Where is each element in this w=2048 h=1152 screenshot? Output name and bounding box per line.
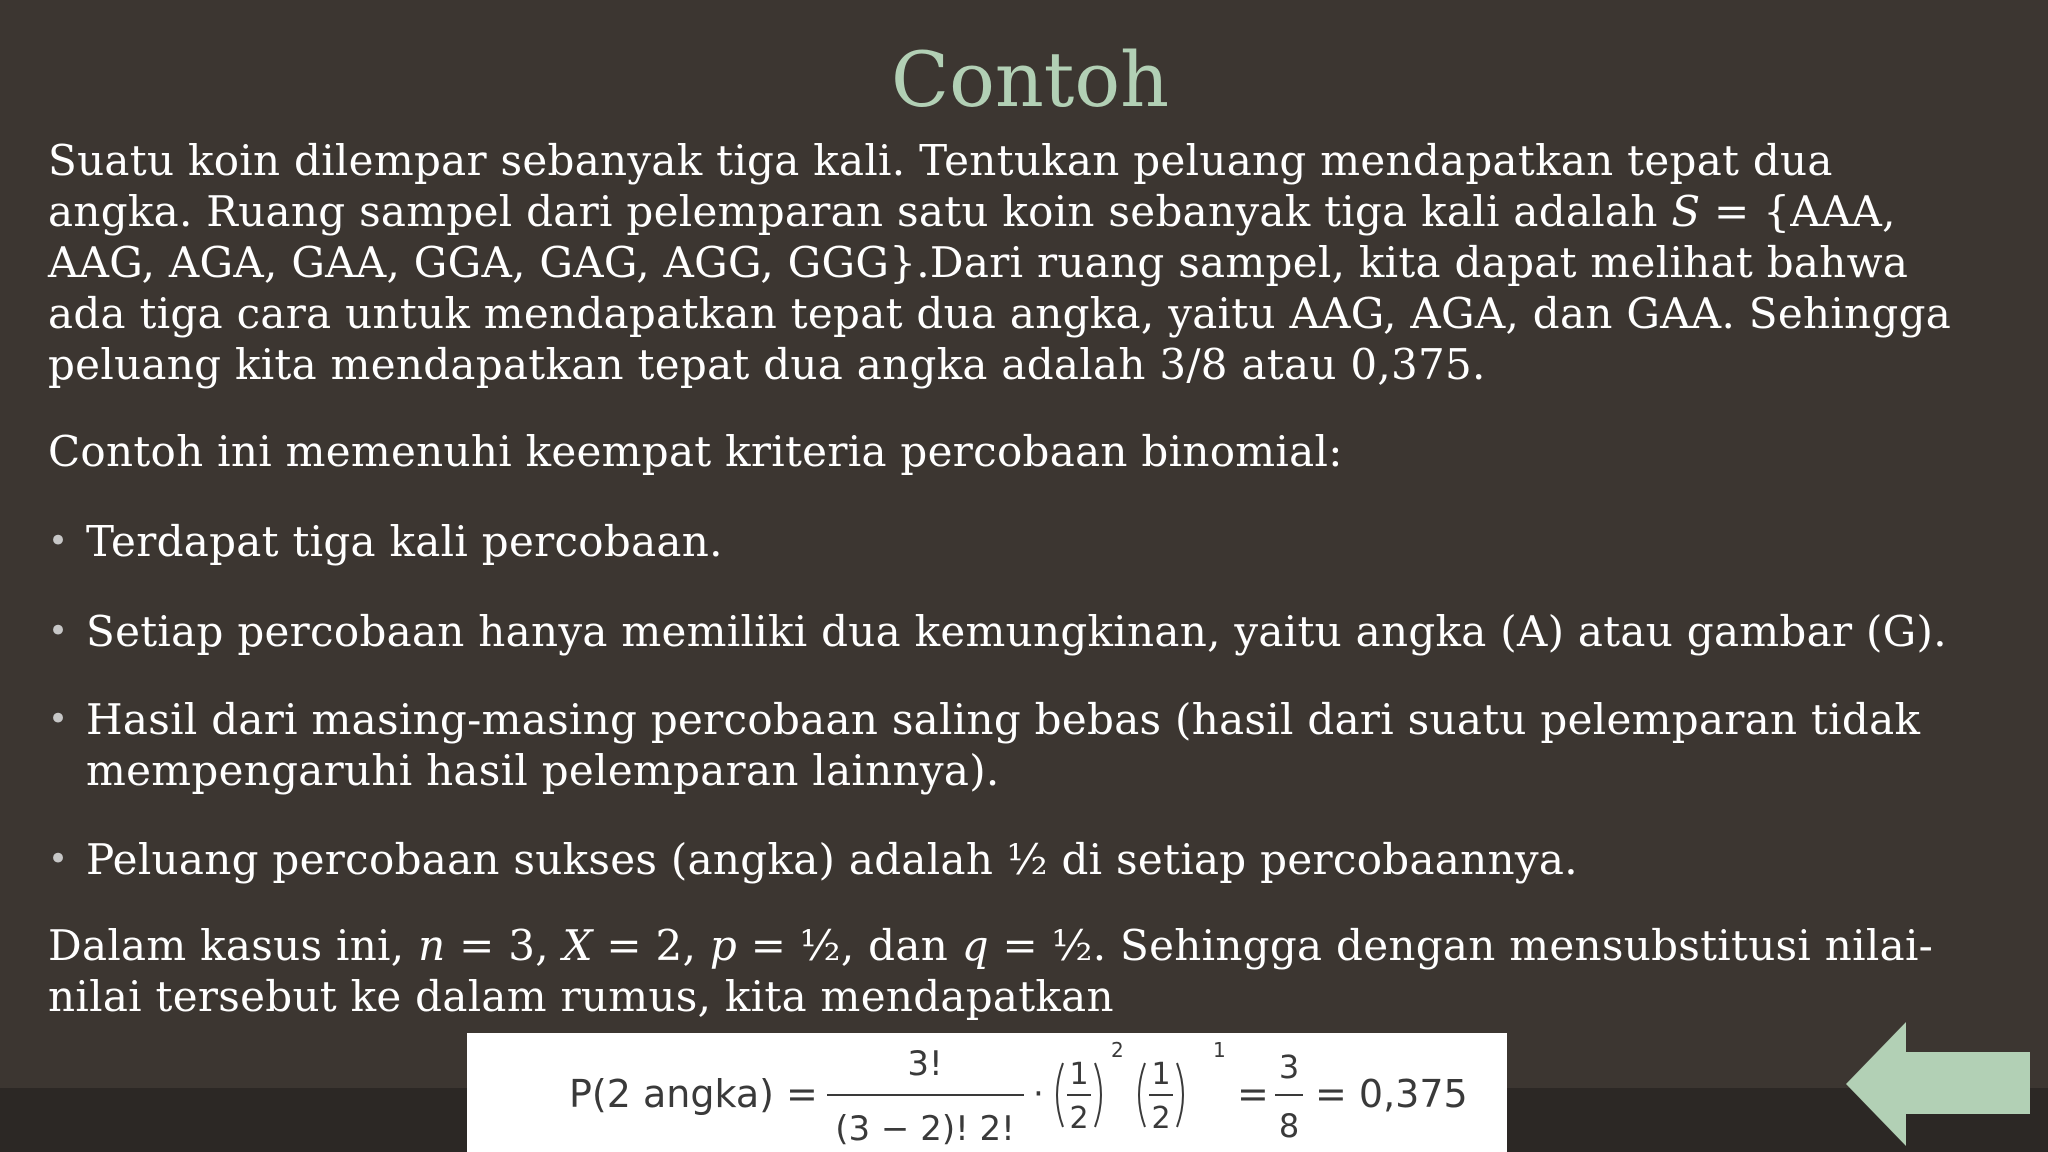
formula-denominator: (3 − 2)! 2!: [835, 1109, 1015, 1149]
intro-line-1: Suatu koin dilempar sebanyak tiga kali. Tentukan peluang mendapatkan tepat dua: [48, 136, 1833, 185]
intro-line-2: angka. Ruang sampel dari pelemparan satu koin sebanyak tiga kali adalah S = {AAA,: [48, 187, 1896, 236]
formula-numerator: 3!: [907, 1044, 943, 1084]
bullet-dot: •: [48, 839, 69, 879]
intro-line-5: peluang kita mendapatkan tepat dua angka adalah 3/8 atau 0,375.: [48, 340, 1486, 389]
right-paren: [1095, 1063, 1101, 1127]
half-denominator: 2: [1069, 1101, 1089, 1136]
intro-paragraph: [48, 135, 2008, 390]
criteria-item: [48, 516, 2006, 567]
criteria-item: [48, 694, 2006, 796]
left-paren: [1139, 1063, 1145, 1127]
previous-slide-button[interactable]: [1844, 1022, 2030, 1150]
exponent: 1: [1213, 1038, 1226, 1062]
criteria-item-text: Terdapat tiga kali percobaan.: [86, 517, 723, 566]
bullet-dot: •: [48, 699, 69, 739]
formula-image: [467, 1033, 1507, 1152]
criteria-item: [48, 606, 2006, 657]
slide-title: Contoh: [890, 35, 1170, 124]
sample-space-variable: S: [1671, 187, 1701, 236]
half-denominator: 2: [1151, 1101, 1171, 1136]
right-paren: [1177, 1063, 1183, 1127]
multiply-dot: ·: [1033, 1074, 1044, 1114]
exponent: 2: [1111, 1038, 1124, 1062]
bullet-dot: •: [48, 611, 69, 651]
bullet-dot: •: [48, 521, 69, 561]
q-variable: q: [961, 921, 989, 970]
formula-result: = 0,375: [1315, 1072, 1468, 1116]
binomial-formula: [467, 1033, 1507, 1152]
intro-line-4: ada tiga cara untuk mendapatkan tepat dua angka, yaitu AAG, AGA, dan GAA. Sehingga: [48, 289, 1952, 338]
conclusion-paragraph: [48, 920, 2008, 1022]
conclusion-line-1: Dalam kasus ini, n = 3, X = 2, p = ½, dan q = ½. Sehingga dengan mensubstitusi nilai-: [48, 921, 1934, 970]
criteria-item: [48, 834, 2006, 885]
conclusion-line-2: nilai tersebut ke dalam rumus, kita mendapatkan: [48, 972, 1114, 1021]
half-numerator: 1: [1069, 1057, 1089, 1092]
formula-lhs: P(2 angka) =: [569, 1072, 818, 1116]
x-variable: X: [562, 921, 593, 970]
criteria-item-text: Setiap percobaan hanya memiliki dua kemungkinan, yaitu angka (A) atau gambar (G).: [86, 607, 1947, 656]
n-variable: n: [418, 921, 446, 970]
intro-line-3: AAG, AGA, GAA, GGA, GAG, AGG, GGG}.Dari ruang sampel, kita dapat melihat bahwa: [48, 238, 1909, 287]
criteria-item-text: Hasil dari masing-masing percobaan saling bebas (hasil dari suatu pelemparan tidak: [86, 695, 1921, 744]
result-numerator: 3: [1278, 1048, 1300, 1086]
left-arrow-icon: [1844, 1022, 2030, 1146]
criteria-item-text: Peluang percobaan sukses (angka) adalah ½ di setiap percobaannya.: [86, 835, 1578, 884]
left-paren: [1057, 1063, 1063, 1127]
result-denominator: 8: [1278, 1107, 1300, 1145]
criteria-item-text: mempengaruhi hasil pelemparan lainnya).: [86, 746, 1000, 795]
p-variable: p: [709, 921, 738, 970]
criteria-intro: Contoh ini memenuhi keempat kriteria percobaan binomial:: [48, 427, 1343, 476]
equals-sign: =: [1237, 1072, 1269, 1116]
half-numerator: 1: [1151, 1057, 1171, 1092]
